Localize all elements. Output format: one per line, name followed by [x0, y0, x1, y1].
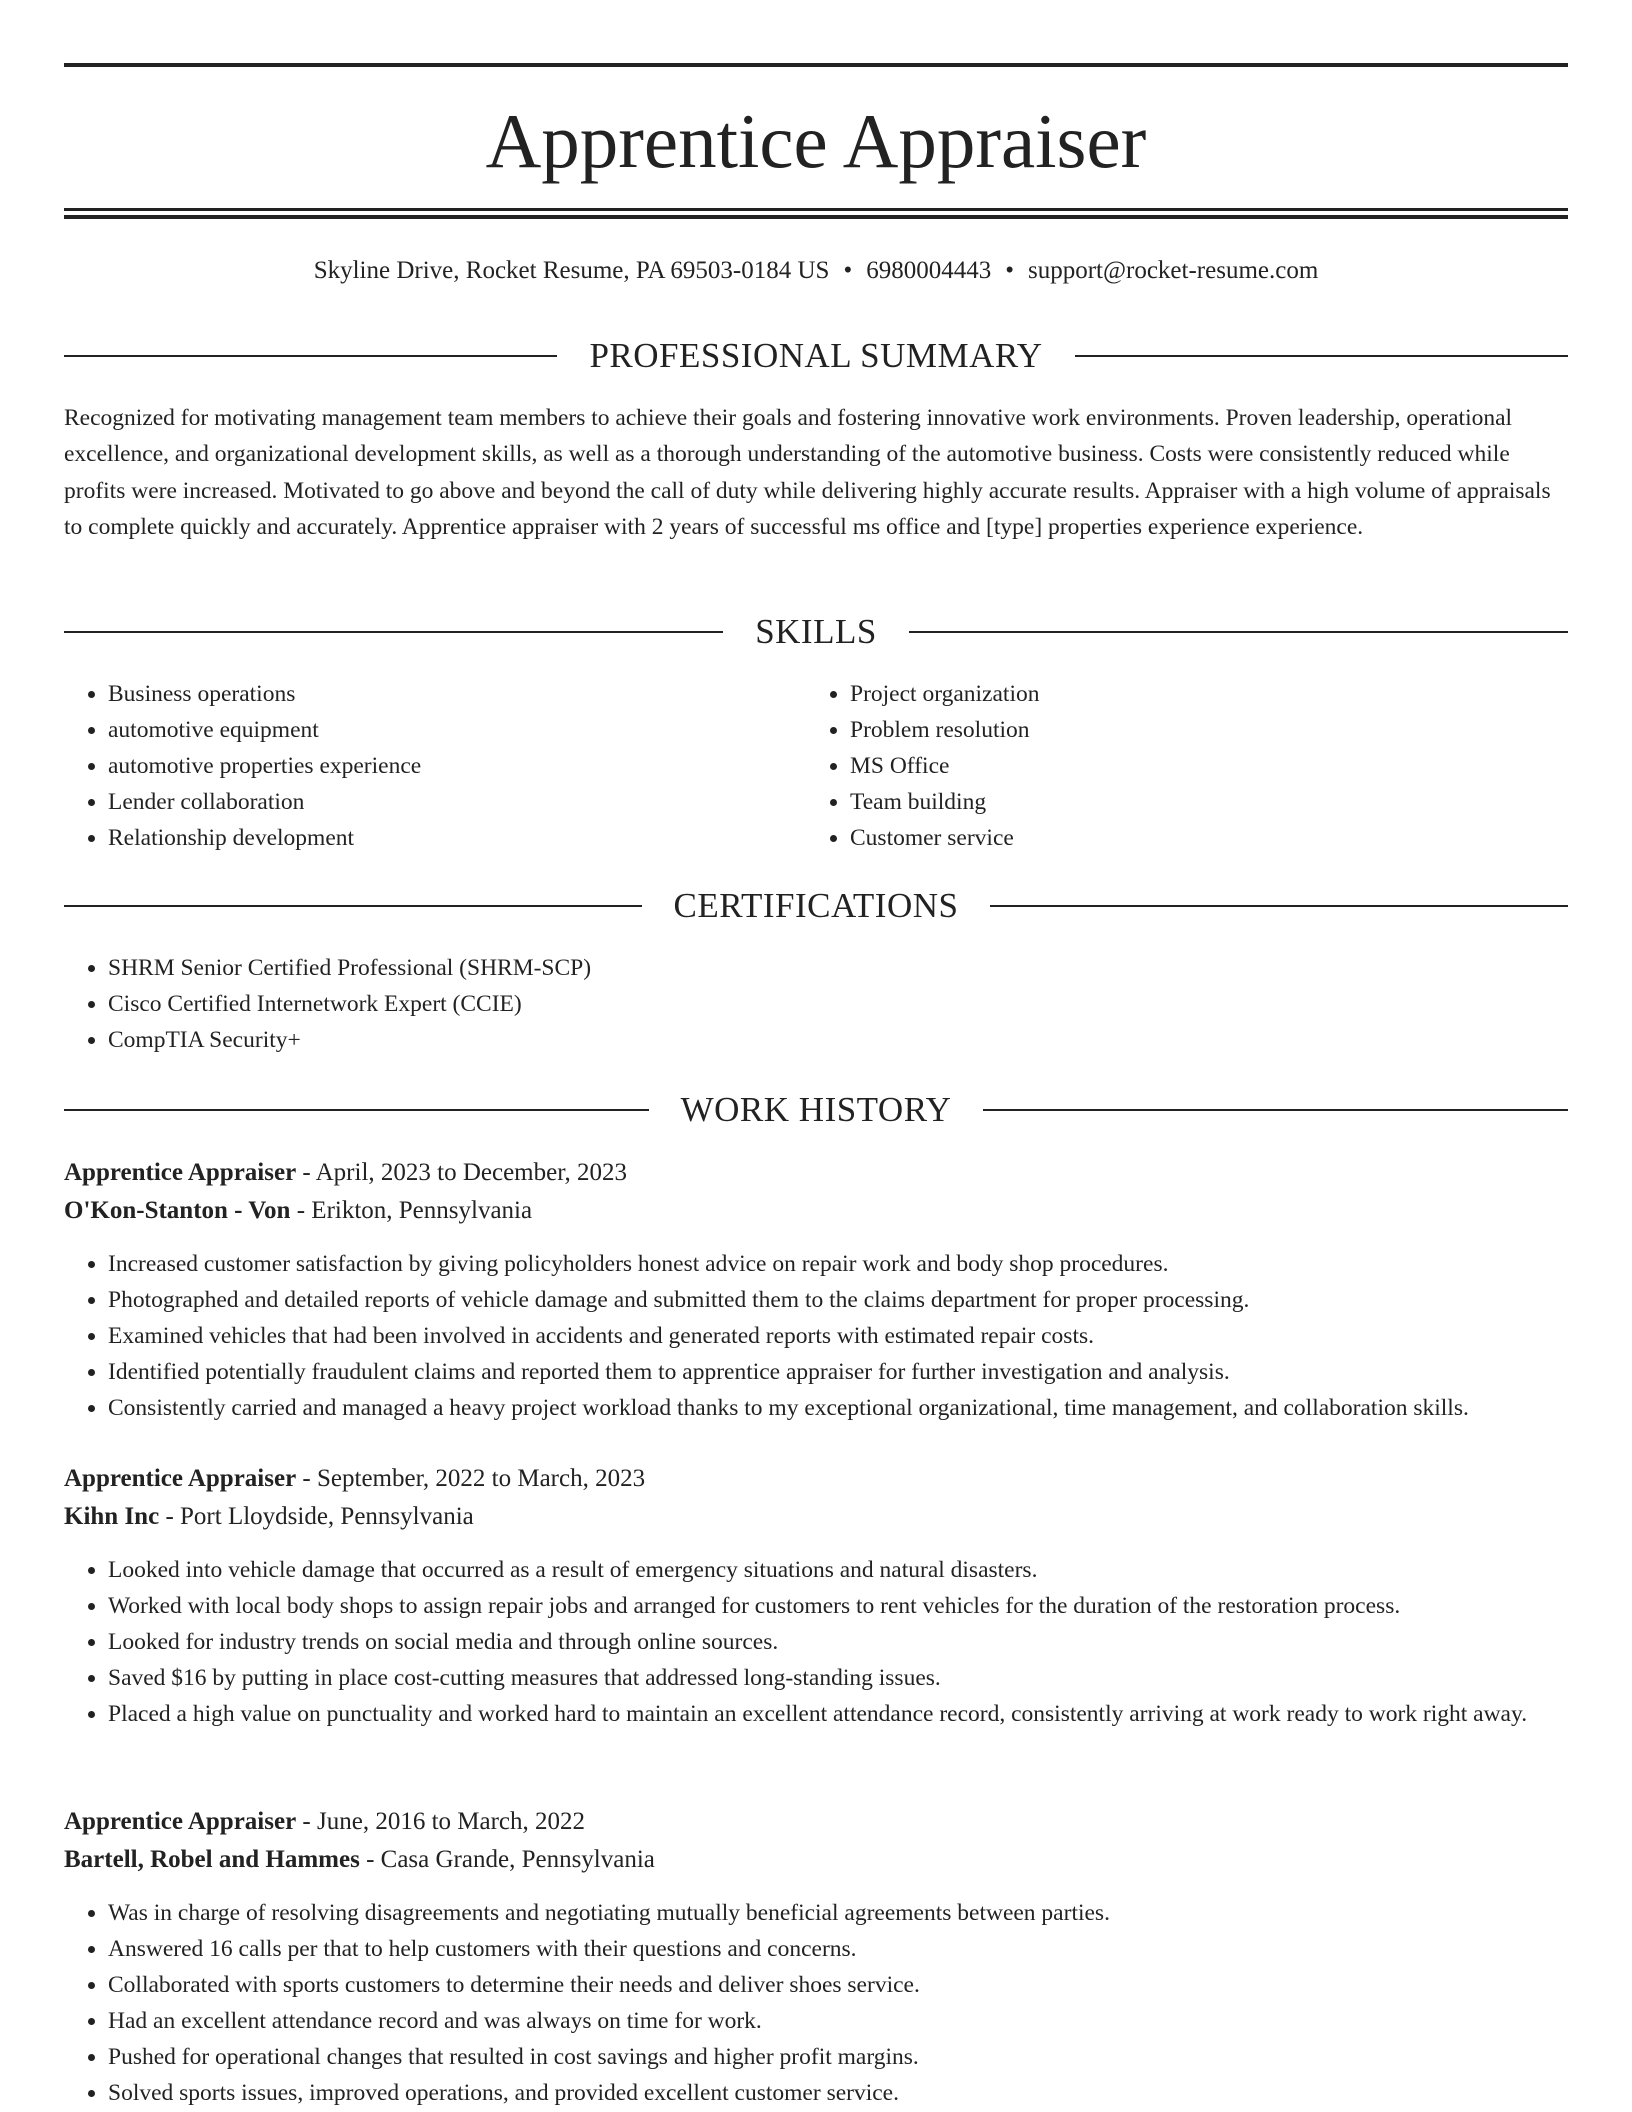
job-bullet: • Examined vehicles that had been involved in accidents and generated reports with estimated repair costs. — [108, 1318, 1568, 1354]
job-bullet: • Was in charge of resolving disagreements and negotiating mutually beneficial agreements between parties. — [108, 1895, 1568, 1931]
certifications-list — [64, 950, 1568, 1058]
job-title: Apprentice Appraiser — [64, 1159, 297, 1186]
skill-item: • Relationship development — [108, 820, 804, 856]
job-bullet: • Identified potentially fraudulent claims and reported them to apprentice appraiser for further investigation and analysis. — [108, 1354, 1568, 1390]
resume-name: Apprentice Appraiser — [485, 98, 1147, 184]
job-entry — [64, 1803, 1568, 2111]
section-title: PROFESSIONAL SUMMARY — [589, 336, 1043, 375]
job-company-line — [64, 1192, 1568, 1230]
heading-rule — [64, 355, 557, 357]
heading-rule — [64, 905, 642, 907]
contact-email: support@rocket-resume.com — [1027, 257, 1319, 284]
skill-item: • Business operations — [108, 676, 804, 712]
contact-phone: 6980004443 — [866, 257, 992, 284]
summary-text: Recognized for motivating management team members to achieve their goals and fostering innovative work environments. Proven leadership, operational excellence, and organizational development skills, as well as a thorough understanding of the automotive business. Costs were consistently reduced while profits were increased. Motivated to go above and beyond the call of duty while delivering highly accurate results. Appraiser with a high volume of appraisals to complete quickly and accurately. Apprentice appraiser with 2 years of successful ms office and [type] properties experience experience. — [64, 405, 1551, 540]
skill-item: • automotive equipment — [108, 712, 804, 748]
skills-column-left — [64, 676, 804, 856]
job-bullet: • Had an excellent attendance record and was always on time for work. — [108, 2003, 1568, 2039]
job-location: - Port Lloydside, Pennsylvania — [159, 1503, 474, 1530]
certification-item: • CompTIA Security+ — [108, 1022, 1568, 1058]
heading-rule — [64, 631, 723, 633]
job-title: Apprentice Appraiser — [64, 1465, 297, 1492]
job-entry — [64, 1154, 1568, 1426]
contact-address: Skyline Drive, Rocket Resume, PA 69503-0184 US — [313, 257, 830, 284]
job-bullet: • Looked for industry trends on social media and through online sources. — [108, 1624, 1568, 1660]
job-bullet: • Pushed for operational changes that resulted in cost savings and higher profit margins. — [108, 2039, 1568, 2075]
heading-rule — [983, 1109, 1568, 1111]
skill-item: • automotive properties experience — [108, 748, 804, 784]
skill-item: • Problem resolution — [850, 712, 1546, 748]
top-rule — [64, 63, 1568, 67]
heading-rule — [64, 1109, 649, 1111]
section-title: CERTIFICATIONS — [673, 886, 959, 925]
job-bullet: • Placed a high value on punctuality and worked hard to maintain an excellent attendance record, consistently arriving at work ready to work right away. — [108, 1696, 1568, 1732]
skill-item: • Team building — [850, 784, 1546, 820]
contact-separator: • — [843, 257, 853, 284]
job-company-line — [64, 1498, 1568, 1536]
skill-item: • MS Office — [850, 748, 1546, 784]
skill-item: • Project organization — [850, 676, 1546, 712]
job-title-line — [64, 1803, 1568, 1841]
contact-line — [64, 254, 1568, 288]
job-title-line — [64, 1460, 1568, 1498]
skill-item: • Customer service — [850, 820, 1546, 856]
job-company-line — [64, 1841, 1568, 1879]
job-bullet: • Solved sports issues, improved operations, and provided excellent customer service. — [108, 2075, 1568, 2111]
heading-rule — [1075, 355, 1568, 357]
certification-item: • Cisco Certified Internetwork Expert (CCIE) — [108, 986, 1568, 1022]
job-bullet: • Photographed and detailed reports of vehicle damage and submitted them to the claims department for proper processing. — [108, 1282, 1568, 1318]
section-heading-certifications — [64, 884, 1568, 928]
job-company: O'Kon-Stanton - Von — [64, 1197, 291, 1224]
section-heading-summary — [64, 334, 1568, 378]
section-heading-work-history — [64, 1088, 1568, 1132]
job-bullet: • Increased customer satisfaction by giving policyholders honest advice on repair work and body shop procedures. — [108, 1246, 1568, 1282]
header-rule-lower — [64, 215, 1568, 219]
section-title: SKILLS — [755, 612, 877, 651]
certification-item: • SHRM Senior Certified Professional (SHRM-SCP) — [108, 950, 1568, 986]
job-bullet: • Looked into vehicle damage that occurred as a result of emergency situations and natural disasters. — [108, 1552, 1568, 1588]
job-title: Apprentice Appraiser — [64, 1808, 297, 1835]
job-bullet: • Worked with local body shops to assign repair jobs and arranged for customers to rent vehicles for the duration of the restoration process. — [108, 1588, 1568, 1624]
job-dates: - April, 2023 to December, 2023 — [296, 1159, 628, 1186]
contact-separator: • — [1005, 257, 1014, 284]
job-title-line — [64, 1154, 1568, 1192]
header-rule-upper — [64, 208, 1568, 211]
job-bullet: • Saved $16 by putting in place cost-cutting measures that addressed long-standing issues. — [108, 1660, 1568, 1696]
job-dates: - June, 2016 to March, 2022 — [296, 1808, 586, 1835]
job-bullet: • Answered 16 calls per that to help customers with their questions and concerns. — [108, 1931, 1568, 1967]
job-location: - Casa Grande, Pennsylvania — [359, 1846, 655, 1873]
section-title: WORK HISTORY — [680, 1090, 952, 1129]
job-location: - Erikton, Pennsylvania — [290, 1197, 533, 1224]
heading-rule — [909, 631, 1568, 633]
section-heading-skills — [64, 610, 1568, 654]
job-company: Bartell, Robel and Hammes — [64, 1846, 360, 1873]
job-bullet: • Consistently carried and managed a heavy project workload thanks to my exceptional organizational, time management, and collaboration skills. — [108, 1390, 1568, 1426]
job-entry — [64, 1460, 1568, 1732]
job-dates: - September, 2022 to March, 2023 — [296, 1465, 646, 1492]
skills-column-right — [806, 676, 1546, 856]
skill-item: • Lender collaboration — [108, 784, 804, 820]
job-bullet: • Collaborated with sports customers to determine their needs and deliver shoes service. — [108, 1967, 1568, 2003]
heading-rule — [990, 905, 1568, 907]
job-company: Kihn Inc — [64, 1503, 160, 1530]
